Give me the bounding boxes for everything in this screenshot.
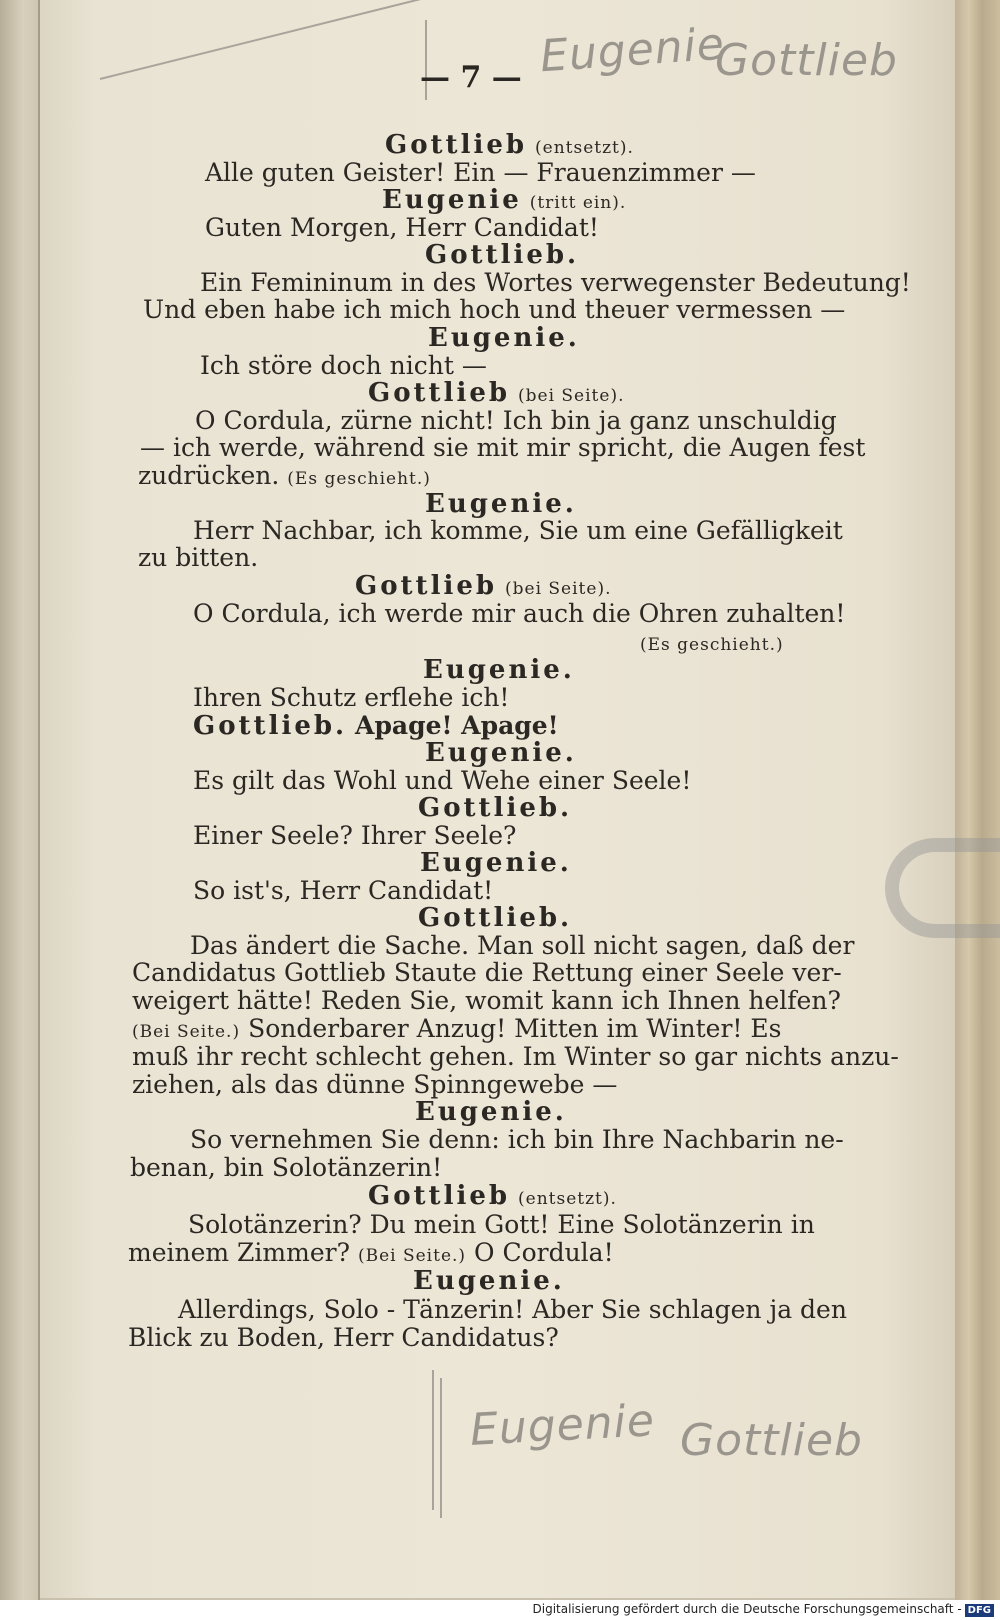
- dialogue-line: So ist's, Herr Candidat!: [193, 876, 494, 905]
- dialogue-line: O Cordula, zürne nicht! Ich bin ja ganz unschuldig: [195, 406, 837, 435]
- speaker-name: Gottlieb: [368, 1181, 511, 1211]
- speaker-name: Eugenie.: [420, 848, 572, 878]
- speaker-line: [413, 1266, 565, 1296]
- dialogue-line: Candidatus Gottlieb Staute die Rettung einer Seele ver-: [132, 958, 842, 987]
- dialogue-line: Alle guten Geister! Ein — Frauenzimmer —: [205, 158, 756, 187]
- speaker-name: Gottlieb: [368, 378, 511, 408]
- dialogue-text: zudrücken.: [138, 461, 280, 490]
- speaker-line: [425, 738, 577, 768]
- pencil-note-eugenie-bottom: Eugenie: [468, 1395, 657, 1456]
- speaker-name: Gottlieb: [355, 571, 498, 601]
- speaker-name: Eugenie.: [425, 738, 577, 768]
- dialogue-line: benan, bin Solotänzerin!: [130, 1153, 443, 1182]
- dialogue-line: Ihren Schutz erflehe ich!: [193, 683, 510, 712]
- speaker-name: Eugenie.: [423, 655, 575, 685]
- pencil-stroke-bottom-b: [440, 1378, 442, 1518]
- stage-direction: (bei Seite).: [505, 579, 612, 599]
- dialogue-line: O Cordula, ich werde mir auch die Ohren zuhalten!: [193, 599, 846, 628]
- dialogue-line: [138, 461, 431, 494]
- stage-direction: (Bei Seite.): [132, 1022, 241, 1042]
- speaker-name: Eugenie.: [413, 1266, 565, 1296]
- dialogue-line: Allerdings, Solo - Tänzerin! Aber Sie schlagen ja den: [178, 1295, 847, 1324]
- dialogue-line: Einer Seele? Ihrer Seele?: [193, 821, 517, 850]
- speaker-name: Eugenie.: [425, 489, 577, 519]
- dialogue-line: Ich störe doch nicht —: [200, 351, 487, 380]
- speaker-line: [418, 903, 572, 933]
- pencil-stroke-bottom-a: [432, 1370, 434, 1510]
- speaker-name: Eugenie: [382, 185, 522, 215]
- dialogue-line: muß ihr recht schlecht gehen. Im Winter so gar nichts anzu-: [132, 1042, 899, 1071]
- stage-direction: (Es geschieht.): [287, 469, 431, 489]
- dialogue-line: Guten Morgen, Herr Candidat!: [205, 213, 599, 242]
- dialogue-line: Solotänzerin? Du mein Gott! Eine Solotänzerin in: [188, 1210, 815, 1239]
- speaker-line: [428, 323, 580, 353]
- dialogue-text: Apage! Apage!: [355, 711, 559, 740]
- dialogue-text: meinem Zimmer?: [128, 1238, 350, 1267]
- speaker-line: [415, 1097, 567, 1127]
- stage-direction: (Es geschieht.): [640, 635, 784, 655]
- footer-text: Digitalisierung gefördert durch die Deutsche Forschungsgemeinschaft -: [532, 1602, 962, 1616]
- dialogue-line: Das ändert die Sache. Man soll nicht sagen, daß der: [190, 931, 855, 960]
- page-number: — 7 —: [420, 60, 522, 95]
- facing-page-edge: [0, 0, 40, 1600]
- dialogue-line: So vernehmen Sie denn: ich bin Ihre Nachbarin ne-: [190, 1125, 844, 1154]
- page-clip: [885, 838, 1000, 938]
- speaker-name: Gottlieb.: [193, 711, 348, 741]
- digitization-footer: [533, 1602, 995, 1617]
- speaker-line: [420, 848, 572, 878]
- speaker-name: Gottlieb.: [425, 240, 580, 270]
- speaker-line: [425, 489, 577, 519]
- speaker-line: [425, 240, 579, 270]
- pencil-note-eugenie-top: Eugenie: [538, 18, 727, 83]
- dialogue-line: ziehen, als das dünne Spinngewebe —: [132, 1070, 618, 1099]
- speaker-name: Eugenie.: [415, 1097, 567, 1127]
- stage-direction: (tritt ein).: [529, 193, 627, 213]
- stage-direction: (bei Seite).: [518, 386, 625, 406]
- dialogue-line: Es gilt das Wohl und Wehe einer Seele!: [193, 766, 692, 795]
- dialogue-text: O Cordula!: [474, 1238, 614, 1267]
- pencil-note-gottlieb-top: Gottlieb: [715, 35, 898, 86]
- speaker-name: Eugenie.: [428, 323, 580, 353]
- dialogue-line: zu bitten.: [138, 543, 259, 572]
- stage-direction: (entsetzt).: [518, 1189, 617, 1209]
- dialogue-line: — ich werde, während sie mit mir spricht, die Augen fest: [140, 433, 866, 462]
- stage-direction: (Bei Seite.): [357, 1246, 467, 1266]
- speaker-name: Gottlieb.: [418, 793, 573, 823]
- speaker-line: [423, 655, 575, 685]
- page-block-edge: [955, 0, 1000, 1600]
- dialogue-line: Blick zu Boden, Herr Candidatus?: [128, 1323, 559, 1352]
- dialogue-line: weigert hätte! Reden Sie, womit kann ich Ihnen helfen?: [132, 986, 841, 1015]
- speaker-line: [193, 711, 559, 741]
- speaker-name: Gottlieb.: [418, 903, 573, 933]
- stage-direction: (entsetzt).: [535, 138, 634, 158]
- stage-direction-line: [640, 627, 784, 660]
- speaker-line: [418, 793, 572, 823]
- dialogue-text: Sonderbarer Anzug! Mitten im Winter! Es: [248, 1014, 782, 1043]
- speaker-name: Gottlieb: [385, 130, 528, 160]
- dfg-logo: DFG: [965, 1604, 994, 1617]
- pencil-note-gottlieb-bottom: Gottlieb: [680, 1415, 863, 1466]
- dialogue-line: Herr Nachbar, ich komme, Sie um eine Gefälligkeit: [193, 516, 843, 545]
- dialogue-line: Und eben habe ich mich hoch und theuer vermessen —: [143, 295, 846, 324]
- dialogue-line: Ein Femininum in des Wortes verwegenster Bedeutung!: [200, 268, 911, 297]
